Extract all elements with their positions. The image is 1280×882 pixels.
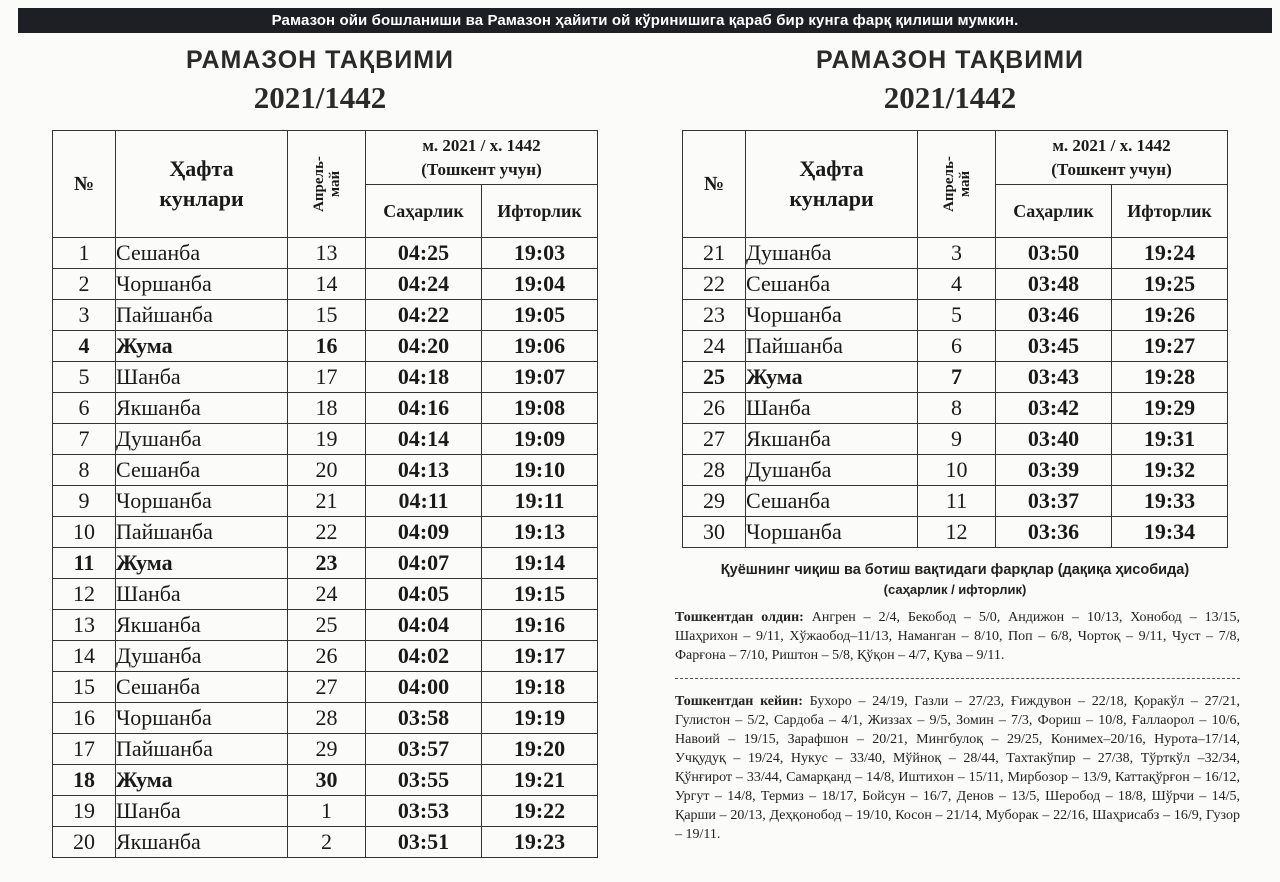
left-calendar-year: 2021/1442 <box>253 80 387 115</box>
header-suhoor: Саҳарлик <box>366 185 482 238</box>
day-number: 17 <box>53 734 116 765</box>
day-number: 19 <box>53 796 116 827</box>
left-calendar-title: РАМАЗОН ТАҚВИМИ <box>185 46 454 74</box>
calendar-date: 28 <box>288 703 366 734</box>
suhoor-time: 04:18 <box>366 362 482 393</box>
day-number: 15 <box>53 672 116 703</box>
suhoor-time: 03:42 <box>996 393 1112 424</box>
calendar-date: 11 <box>918 486 996 517</box>
differences-after-label: Тошкентдан кейин: <box>675 694 803 709</box>
iftar-time: 19:18 <box>482 672 598 703</box>
suhoor-time: 03:57 <box>366 734 482 765</box>
iftar-time: 19:27 <box>1112 331 1228 362</box>
calendar-date: 22 <box>288 517 366 548</box>
calendar-date: 18 <box>288 393 366 424</box>
suhoor-time: 03:45 <box>996 331 1112 362</box>
table-row <box>53 300 598 331</box>
day-number: 12 <box>53 579 116 610</box>
differences-title: Қуёшнинг чиқиш ва ботиш вақтидаги фарқлар (дақиқа ҳисобида) <box>720 562 1190 578</box>
suhoor-time: 04:24 <box>366 269 482 300</box>
calendar-date: 8 <box>918 393 996 424</box>
calendar-table-left <box>52 130 598 858</box>
day-number: 4 <box>53 331 116 362</box>
header-group <box>366 131 598 185</box>
table-row <box>53 672 598 703</box>
weekday-name: Чоршанба <box>116 486 288 517</box>
dashed-divider <box>675 678 1240 679</box>
table-row <box>53 238 598 269</box>
table-row <box>53 548 598 579</box>
header-month-line1: Апрель- <box>310 156 327 212</box>
day-number: 22 <box>683 269 746 300</box>
header-group-line2: (Тошкент учун) <box>421 159 542 179</box>
iftar-time: 19:06 <box>482 331 598 362</box>
iftar-time: 19:34 <box>1112 517 1228 548</box>
header-month <box>918 131 996 238</box>
iftar-time: 19:25 <box>1112 269 1228 300</box>
suhoor-time: 04:13 <box>366 455 482 486</box>
calendar-date: 24 <box>288 579 366 610</box>
iftar-time: 19:07 <box>482 362 598 393</box>
iftar-time: 19:26 <box>1112 300 1228 331</box>
weekday-name: Душанба <box>116 424 288 455</box>
calendar-date: 14 <box>288 269 366 300</box>
day-number: 5 <box>53 362 116 393</box>
calendar-date: 13 <box>288 238 366 269</box>
table-row <box>683 362 1228 393</box>
header-weekday <box>116 131 288 238</box>
weekday-name: Пайшанба <box>116 734 288 765</box>
iftar-time: 19:11 <box>482 486 598 517</box>
day-number: 28 <box>683 455 746 486</box>
suhoor-time: 03:53 <box>366 796 482 827</box>
header-weekday-line2: кунлари <box>789 186 874 211</box>
table-row <box>53 269 598 300</box>
calendar-date: 23 <box>288 548 366 579</box>
day-number: 18 <box>53 765 116 796</box>
table-row <box>683 393 1228 424</box>
calendar-date: 7 <box>918 362 996 393</box>
table-row <box>53 455 598 486</box>
suhoor-time: 04:11 <box>366 486 482 517</box>
header-weekday <box>746 131 918 238</box>
iftar-time: 19:24 <box>1112 238 1228 269</box>
header-month <box>288 131 366 238</box>
calendar-date: 17 <box>288 362 366 393</box>
header-month-line1: Апрель- <box>940 156 957 212</box>
weekday-name: Шанба <box>116 362 288 393</box>
suhoor-time: 04:09 <box>366 517 482 548</box>
header-weekday-line1: Ҳафта <box>169 156 234 181</box>
weekday-name: Якшанба <box>116 393 288 424</box>
suhoor-time: 04:14 <box>366 424 482 455</box>
weekday-name: Чоршанба <box>116 703 288 734</box>
suhoor-time: 03:46 <box>996 300 1112 331</box>
day-number: 11 <box>53 548 116 579</box>
table-row <box>683 300 1228 331</box>
table-row <box>683 517 1228 548</box>
weekday-name: Жума <box>746 362 918 393</box>
calendar-date: 29 <box>288 734 366 765</box>
differences-before-paragraph <box>675 608 1240 665</box>
day-number: 26 <box>683 393 746 424</box>
suhoor-time: 04:02 <box>366 641 482 672</box>
calendar-date: 10 <box>918 455 996 486</box>
weekday-name: Жума <box>116 548 288 579</box>
header-group-line1: м. 2021 / х. 1442 <box>1052 135 1171 155</box>
iftar-time: 19:08 <box>482 393 598 424</box>
weekday-name: Сешанба <box>116 238 288 269</box>
top-banner-note: Рамазон ойи бошланиши ва Рамазон ҳайити ой кўринишига қараб бир кунга фарқ қилиши мумкин. <box>18 8 1272 33</box>
table-row <box>53 579 598 610</box>
iftar-time: 19:28 <box>1112 362 1228 393</box>
table-row <box>53 610 598 641</box>
suhoor-time: 04:25 <box>366 238 482 269</box>
iftar-time: 19:10 <box>482 455 598 486</box>
weekday-name: Душанба <box>746 238 918 269</box>
calendar-date: 15 <box>288 300 366 331</box>
weekday-name: Душанба <box>746 455 918 486</box>
table-row <box>53 703 598 734</box>
suhoor-time: 04:04 <box>366 610 482 641</box>
suhoor-time: 03:48 <box>996 269 1112 300</box>
table-row <box>683 238 1228 269</box>
differences-subtitle: (саҳарлик / ифторлик) <box>883 582 1027 597</box>
differences-before-label: Тошкентдан олдин: <box>675 610 804 625</box>
differences-after-paragraph <box>675 692 1240 844</box>
suhoor-time: 04:22 <box>366 300 482 331</box>
weekday-name: Пайшанба <box>746 331 918 362</box>
suhoor-time: 04:00 <box>366 672 482 703</box>
header-group <box>996 131 1228 185</box>
table-row <box>683 269 1228 300</box>
day-number: 29 <box>683 486 746 517</box>
weekday-name: Жума <box>116 765 288 796</box>
differences-before-text: Ангрен – 2/4, Бекобод – 5/0, Андижон – 10/13, Хонобод – 13/15, Шаҳрихон – 9/11, Хўжаобод–11/13, Наманган – 8/10, Поп – 6/8, Чортоқ – 9/11, Чуст – 7/8, Фарғона – 7/10, Риштон – 5/8, Қўқон – 4/7, Қува – 9/11. <box>675 610 1240 663</box>
weekday-name: Пайшанба <box>116 517 288 548</box>
suhoor-time: 03:55 <box>366 765 482 796</box>
iftar-time: 19:29 <box>1112 393 1228 424</box>
suhoor-time: 03:40 <box>996 424 1112 455</box>
calendar-date: 20 <box>288 455 366 486</box>
header-group-line1: м. 2021 / х. 1442 <box>422 135 541 155</box>
suhoor-time: 03:39 <box>996 455 1112 486</box>
table-row <box>53 424 598 455</box>
weekday-name: Якшанба <box>116 610 288 641</box>
weekday-name: Шанба <box>116 579 288 610</box>
weekday-name: Жума <box>116 331 288 362</box>
table-row <box>683 486 1228 517</box>
suhoor-time: 03:58 <box>366 703 482 734</box>
blurred-region <box>458 100 788 126</box>
table-row <box>53 486 598 517</box>
suhoor-time: 03:37 <box>996 486 1112 517</box>
header-number: № <box>683 131 746 238</box>
iftar-time: 19:13 <box>482 517 598 548</box>
header-number: № <box>53 131 116 238</box>
iftar-time: 19:20 <box>482 734 598 765</box>
calendar-date: 26 <box>288 641 366 672</box>
day-number: 20 <box>53 827 116 858</box>
table-row <box>53 331 598 362</box>
weekday-name: Якшанба <box>116 827 288 858</box>
suhoor-time: 04:16 <box>366 393 482 424</box>
iftar-time: 19:05 <box>482 300 598 331</box>
calendar-date: 30 <box>288 765 366 796</box>
weekday-name: Чоршанба <box>746 517 918 548</box>
day-number: 25 <box>683 362 746 393</box>
calendar-date: 25 <box>288 610 366 641</box>
iftar-time: 19:19 <box>482 703 598 734</box>
calendar-table-right <box>682 130 1228 548</box>
table-row <box>683 424 1228 455</box>
table-row <box>53 362 598 393</box>
suhoor-time: 04:20 <box>366 331 482 362</box>
weekday-name: Чоршанба <box>116 269 288 300</box>
calendar-date: 27 <box>288 672 366 703</box>
suhoor-time: 03:51 <box>366 827 482 858</box>
iftar-time: 19:32 <box>1112 455 1228 486</box>
calendar-date: 9 <box>918 424 996 455</box>
calendar-date: 19 <box>288 424 366 455</box>
day-number: 9 <box>53 486 116 517</box>
day-number: 10 <box>53 517 116 548</box>
suhoor-time: 03:50 <box>996 238 1112 269</box>
table-row <box>53 517 598 548</box>
calendar-date: 5 <box>918 300 996 331</box>
weekday-name: Сешанба <box>116 455 288 486</box>
day-number: 27 <box>683 424 746 455</box>
day-number: 6 <box>53 393 116 424</box>
iftar-time: 19:22 <box>482 796 598 827</box>
day-number: 16 <box>53 703 116 734</box>
calendar-date: 4 <box>918 269 996 300</box>
suhoor-time: 03:36 <box>996 517 1112 548</box>
day-number: 21 <box>683 238 746 269</box>
header-month-line2: май <box>956 170 973 198</box>
header-weekday-line1: Ҳафта <box>799 156 864 181</box>
day-number: 1 <box>53 238 116 269</box>
differences-after-text: Бухоро – 24/19, Газли – 27/23, Ғиждувон – 22/18, Қоракўл – 27/21, Гулистон – 5/2, Сардоба – 4/1, Жиззах – 9/5, Зомин – 7/3, Фориш – 10/8, Ғаллаорол – 10/6, Навоий – 19/15, Зарафшон – 20/21, Мингбулоқ – 29/25, Конимех–20/16, Нурота–17/14, Учқудуқ – 19/24, Нукус – 33/40, Мўйноқ – 28/44, Тахтакўпир – 27/38, Тўрткўл –32/34, Қўнғирот – 33/44, Самарқанд – 14/8, Иштихон – 15/11, Мирбозор – 13/9, Каттақўрғон – 16/12, Ургут – 14/8, Термиз – 18/17, Бойсун – 16/7, Денов – 13/5, Шеробод – 18/8, Шўрчи – 14/5, Қарши – 20/13, Деҳқонобод – 19/10, Косон – 21/14, Муборак – 22/16, Шаҳрисабз – 16/9, Гузор – 19/11. <box>675 694 1240 842</box>
iftar-time: 19:16 <box>482 610 598 641</box>
day-number: 13 <box>53 610 116 641</box>
calendar-date: 2 <box>288 827 366 858</box>
table-row <box>53 765 598 796</box>
right-calendar-year: 2021/1442 <box>883 80 1017 115</box>
iftar-time: 19:15 <box>482 579 598 610</box>
iftar-time: 19:21 <box>482 765 598 796</box>
suhoor-time: 04:05 <box>366 579 482 610</box>
table-row <box>53 734 598 765</box>
weekday-name: Сешанба <box>746 486 918 517</box>
right-calendar-title: РАМАЗОН ТАҚВИМИ <box>815 46 1084 74</box>
weekday-name: Сешанба <box>746 269 918 300</box>
iftar-time: 19:17 <box>482 641 598 672</box>
day-number: 3 <box>53 300 116 331</box>
weekday-name: Пайшанба <box>116 300 288 331</box>
header-suhoor: Саҳарлик <box>996 185 1112 238</box>
day-number: 14 <box>53 641 116 672</box>
header-iftar: Ифторлик <box>482 185 598 238</box>
table-row <box>53 641 598 672</box>
calendar-date: 3 <box>918 238 996 269</box>
table-row <box>53 827 598 858</box>
day-number: 23 <box>683 300 746 331</box>
weekday-name: Якшанба <box>746 424 918 455</box>
day-number: 8 <box>53 455 116 486</box>
calendar-date: 16 <box>288 331 366 362</box>
day-number: 7 <box>53 424 116 455</box>
weekday-name: Душанба <box>116 641 288 672</box>
iftar-time: 19:23 <box>482 827 598 858</box>
iftar-time: 19:33 <box>1112 486 1228 517</box>
iftar-time: 19:31 <box>1112 424 1228 455</box>
iftar-time: 19:03 <box>482 238 598 269</box>
table-row <box>683 455 1228 486</box>
table-row <box>53 796 598 827</box>
header-weekday-line2: кунлари <box>159 186 244 211</box>
suhoor-time: 03:43 <box>996 362 1112 393</box>
calendar-date: 21 <box>288 486 366 517</box>
iftar-time: 19:14 <box>482 548 598 579</box>
weekday-name: Чоршанба <box>746 300 918 331</box>
calendar-date: 1 <box>288 796 366 827</box>
header-group-line2: (Тошкент учун) <box>1051 159 1172 179</box>
header-month-line2: май <box>326 170 343 198</box>
day-number: 30 <box>683 517 746 548</box>
day-number: 24 <box>683 331 746 362</box>
suhoor-time: 04:07 <box>366 548 482 579</box>
day-number: 2 <box>53 269 116 300</box>
weekday-name: Шанба <box>746 393 918 424</box>
header-iftar: Ифторлик <box>1112 185 1228 238</box>
table-row <box>53 393 598 424</box>
table-row <box>683 331 1228 362</box>
iftar-time: 19:09 <box>482 424 598 455</box>
calendar-date: 6 <box>918 331 996 362</box>
weekday-name: Шанба <box>116 796 288 827</box>
weekday-name: Сешанба <box>116 672 288 703</box>
iftar-time: 19:04 <box>482 269 598 300</box>
calendar-date: 12 <box>918 517 996 548</box>
